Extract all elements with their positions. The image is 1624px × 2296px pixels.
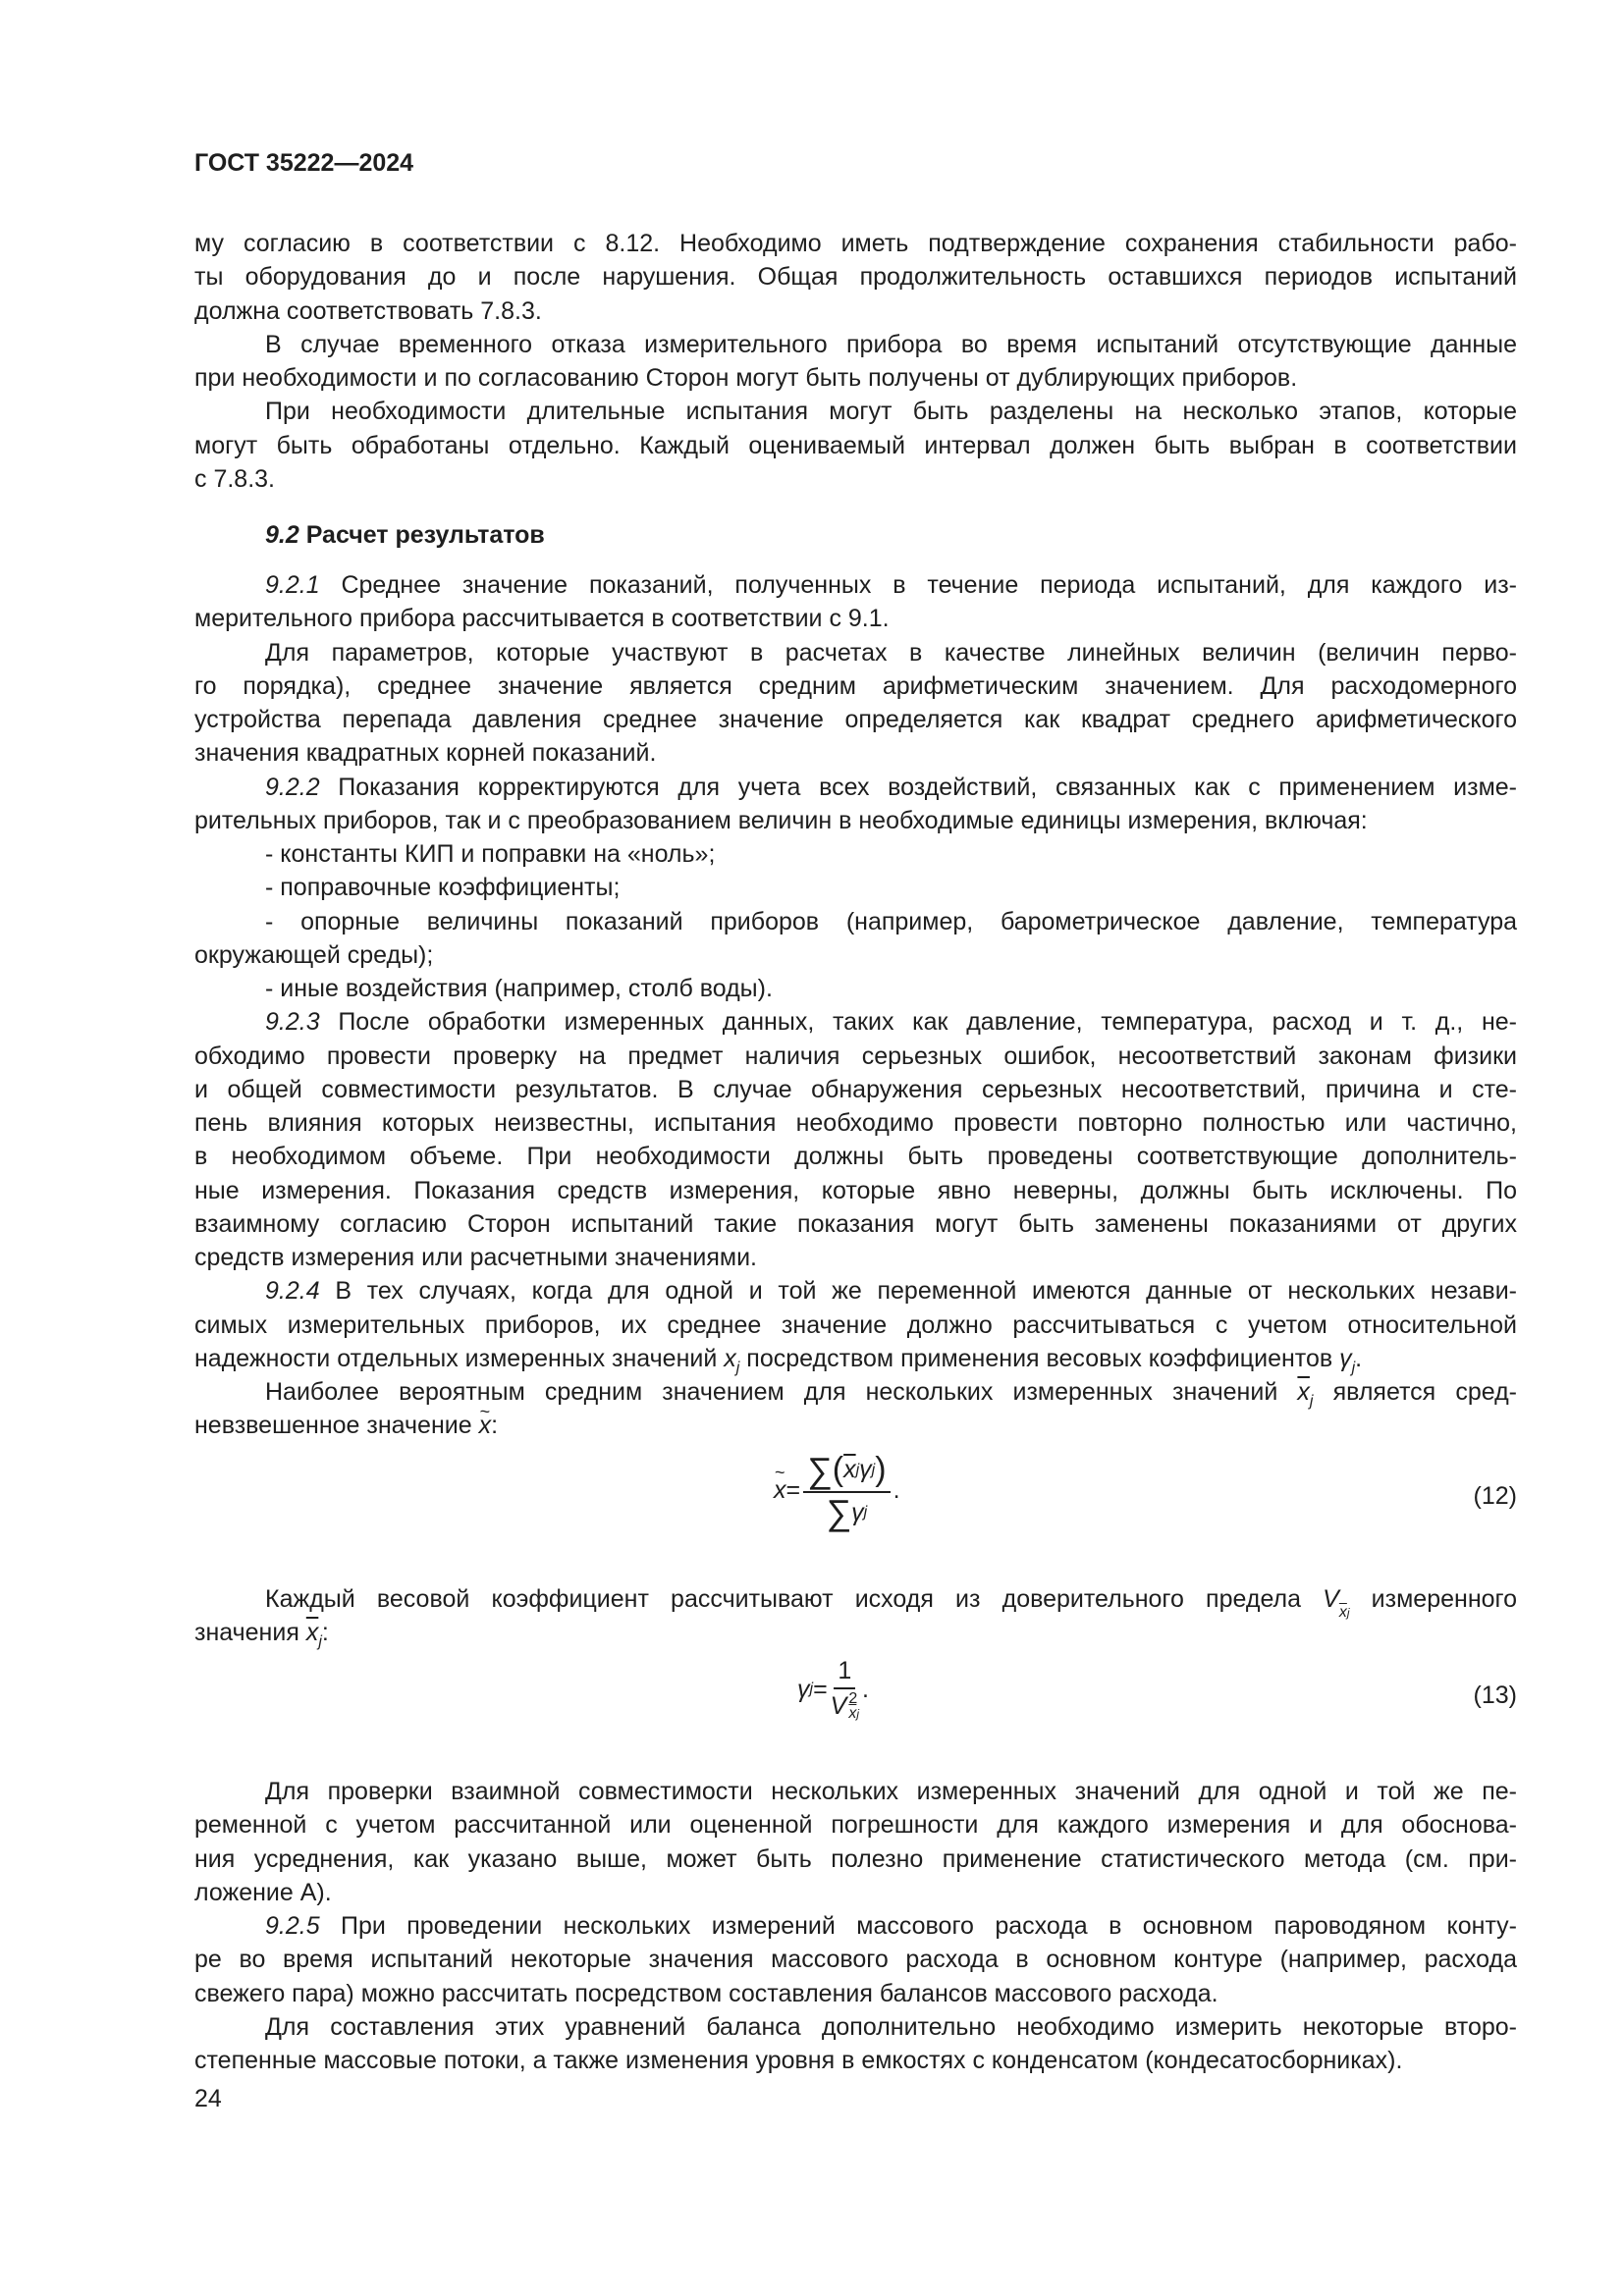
text-line: симых измерительных приборов, их среднее значение должно рассчитываться с учетом относительной — [194, 1310, 1517, 1339]
subscript — [1339, 1605, 1350, 1621]
text-segment — [194, 1619, 306, 1646]
text-line: ре во время испытаний некоторые значения массового расхода в основном контуре (например, расхода — [194, 1946, 1517, 1974]
formula-fraction: ∑ ( $\overline{x}$ j γ j ) ∑ γ j — [803, 1451, 890, 1530]
section-title: Расчет результатов — [298, 521, 545, 549]
text-segment — [320, 1912, 1517, 1940]
formula-12 — [774, 1451, 900, 1530]
segment-text: Наиболее вероятным средним значением для нескольких измеренных значений — [265, 1378, 1298, 1406]
paren: ( — [832, 1451, 844, 1488]
segment-text: γ — [1339, 1344, 1352, 1372]
text-line — [194, 1274, 1517, 1308]
formula-lhs: ~ x — [774, 1476, 786, 1505]
text-line — [194, 1375, 1517, 1409]
formula-fraction — [831, 1657, 859, 1722]
text-block-d — [194, 1775, 1517, 2077]
segment-text: значения — [194, 1619, 306, 1647]
segment-text: 9.2.4 — [265, 1277, 320, 1306]
text-segment — [320, 1008, 1517, 1036]
text-line — [194, 1342, 1517, 1375]
formula-dot: . — [862, 1675, 869, 1703]
math-symbol — [1339, 1344, 1356, 1376]
text-line: ложение А). — [194, 1878, 332, 1906]
text-segment — [265, 1585, 1323, 1613]
text-line: мерительного прибора рассчитывается в соответствии с 9.1. — [194, 605, 890, 633]
text-segment — [265, 1378, 1297, 1406]
text-segment — [194, 1345, 724, 1372]
text-line: взаимному согласию Сторон испытаний такие показания могут быть заменены показаниями от других — [194, 1209, 1517, 1238]
text-line: ния усреднения, как указано выше, может быть полезно применение статистического метода (см. при- — [194, 1844, 1517, 1873]
formula-var: $\overline{x}$ — [843, 1456, 856, 1483]
gamma: γ — [851, 1498, 864, 1526]
text-line — [194, 1005, 1517, 1039]
text-line: - поправочные коэффициенты; — [265, 874, 621, 902]
segment-text: V — [1323, 1585, 1339, 1613]
text-segment — [322, 1619, 329, 1646]
math-symbol — [305, 1619, 322, 1651]
segment-text: При проведении нескольких измерений массового расхода в основном пароводяном конту- — [319, 1912, 1517, 1940]
segment-text: невзвешенное значение — [194, 1412, 479, 1440]
subscript-var: $\overline{x}$ — [1338, 1604, 1347, 1621]
text-segment — [320, 774, 1517, 801]
clause-number — [265, 571, 320, 599]
text-segment — [491, 1412, 498, 1439]
text-line — [194, 1616, 1517, 1649]
text-segment — [1350, 1585, 1517, 1613]
text-segment — [320, 1277, 1517, 1305]
text-segment — [320, 571, 1517, 599]
math-symbol — [479, 1412, 492, 1439]
math-symbol — [724, 1344, 740, 1376]
segment-text: : — [321, 1619, 329, 1647]
text-segment — [1355, 1345, 1362, 1372]
gamma: γ — [797, 1675, 810, 1703]
segment-text: 9.2.5 — [265, 1912, 320, 1940]
numerator: 1 — [838, 1657, 852, 1684]
segment-text: 9.2.2 — [265, 773, 320, 801]
text-line: и общей совместимости результатов. В случае обнаружения серьезных несоответствий, причина и сте- — [194, 1075, 1517, 1103]
subscript: j — [735, 1359, 740, 1376]
text-line: - иные воздействия (например, столб воды). — [265, 975, 773, 1002]
text-segment — [1313, 1378, 1517, 1406]
text-line: Для проверки взаимной совместимости нескольких измеренных значений для одной и той же пе- — [265, 1778, 1517, 1805]
text-line: При необходимости длительные испытания могут быть разделены на несколько этапов, которые — [265, 398, 1517, 426]
formula-equals: = — [813, 1675, 828, 1703]
text-block-b — [194, 568, 1517, 1443]
text-line: с 7.8.3. — [194, 464, 275, 493]
segment-text: посредством применения весовых коэффициентов — [739, 1344, 1340, 1372]
text-line: значения квадратных корней показаний. — [194, 739, 657, 768]
segment-text: Каждый весовой коэффициент рассчитывают исходя из доверительного предела — [265, 1585, 1324, 1613]
segment-text: 9.2.1 — [265, 571, 320, 599]
text-block-c — [194, 1582, 1517, 1650]
segment-text: надежности отдельных измеренных значений — [194, 1344, 725, 1372]
segment-text: После обработки измеренных данных, таких как давление, температура, расход и т. д., не- — [319, 1008, 1517, 1037]
text-line: му согласию в соответствии с 8.12. Необходимо иметь подтверждение сохранения стабильности рабо- — [194, 230, 1517, 257]
text-line: свежего пара) можно рассчитать посредством составления балансов массового расхода. — [194, 1979, 1218, 2007]
text-line: могут быть обработаны отдельно. Каждый оцениваемый интервал должен быть выбран в соответствии — [194, 431, 1517, 459]
segment-text: измеренного — [1349, 1585, 1518, 1613]
text-line: го порядка), среднее значение является средним арифметическим значением. Для расходомерного — [194, 671, 1517, 700]
segment-text: $\overline{x}$ — [305, 1619, 319, 1647]
segment-text: 9.2.3 — [265, 1008, 320, 1037]
segment-text: Показания корректируются для учета всех воздействий, связанных как с применением изме- — [319, 773, 1517, 801]
superscript: 2 — [848, 1690, 858, 1707]
math-symbol — [1323, 1585, 1350, 1621]
paren: ) — [875, 1451, 887, 1488]
math-symbol — [1297, 1378, 1314, 1410]
subscript: j — [318, 1633, 322, 1651]
segment-text: . — [1355, 1344, 1363, 1372]
text-line: степенные массовые потоки, а также изменения уровня в емкостях с конденсатом (кондесатосборниках). — [194, 2047, 1403, 2074]
sum-symbol: ∑ — [826, 1492, 852, 1532]
subscript: j — [856, 1707, 860, 1721]
text-line: ные измерения. Показания средств измерения, которые явно неверны, должны быть исключены. По — [194, 1176, 1517, 1204]
clause-number — [265, 1277, 320, 1305]
page-number: 24 — [194, 2085, 222, 2112]
text-line — [194, 771, 1517, 804]
sum-symbol: ∑ — [807, 1449, 833, 1490]
text-line: В случае временного отказа измерительного прибора во время испытаний отсутствующие данные — [265, 330, 1517, 358]
text-segment — [194, 1412, 479, 1439]
text-block-a — [194, 227, 1517, 496]
segment-text: Среднее значение показаний, полученных в течение периода испытаний, для каждого из- — [319, 571, 1517, 599]
subscript: j — [1351, 1359, 1356, 1376]
clause-number — [265, 1912, 320, 1940]
equation-number-13: (13) — [1473, 1682, 1517, 1709]
formula-13: γ j = 1 V 2 $\overline{x}j$ . — [797, 1657, 869, 1722]
section-number: 9.2 — [265, 521, 299, 549]
subscript-var: $\overline{x}$ — [848, 1705, 857, 1722]
gamma: γ — [859, 1456, 872, 1483]
formula-equals: = — [785, 1476, 801, 1504]
section-heading — [194, 518, 1588, 552]
text-line: рительных приборов, так и с преобразованием величин в необходимые единицы измерения, включая: — [194, 806, 1368, 834]
text-line: в необходимом объеме. При необходимости должны быть проведены соответствующие дополнитель- — [194, 1143, 1517, 1171]
segment-text: ~ x — [479, 1409, 492, 1442]
text-line: пень влияния которых неизвестны, испытания необходимо провести повторно полностью или частично, — [194, 1109, 1517, 1137]
segment-text: В тех случаях, когда для одной и той же переменной имеются данные от нескольких незави- — [319, 1277, 1517, 1306]
text-line: - константы КИП и поправки на «ноль»; — [265, 840, 716, 868]
text-line: при необходимости и по согласованию Сторон могут быть получены от дублирующих приборов. — [194, 364, 1298, 392]
formula-var: V — [830, 1692, 847, 1720]
document-header: ГОСТ 35222—2024 — [194, 149, 414, 177]
text-line: должна соответствовать 7.8.3. — [194, 296, 542, 325]
text-line: ты оборудования до и после нарушения. Общая продолжительность оставшихся периодов испытаний — [194, 263, 1517, 292]
text-line: окружающей среды); — [194, 940, 434, 969]
subscript-index: j — [1346, 1606, 1350, 1620]
clause-number — [265, 774, 320, 801]
text-line: ременной с учетом рассчитанной или оцененной погрешности для каждого измерения и для обоснова- — [194, 1811, 1517, 1840]
text-segment — [739, 1345, 1339, 1372]
text-line — [194, 1409, 1517, 1442]
segment-text: является сред- — [1313, 1378, 1517, 1406]
text-line: - опорные величины показаний приборов (например, барометрическое давление, температура — [265, 907, 1517, 935]
equation-number-12: (12) — [1473, 1482, 1517, 1510]
segment-text: : — [491, 1412, 499, 1440]
text-line: Для параметров, которые участвуют в расчетах в качестве линейных величин (величин перво- — [265, 638, 1517, 667]
text-line: средств измерения или расчетными значениями. — [194, 1244, 757, 1271]
text-line: Для составления этих уравнений баланса дополнительно необходимо измерить некоторые второ- — [265, 2012, 1517, 2041]
clause-number — [265, 1008, 320, 1036]
text-line — [194, 1582, 1518, 1621]
text-line — [194, 568, 1517, 602]
subscript: j — [1309, 1393, 1314, 1410]
text-line — [194, 1909, 1517, 1943]
text-line: устройства перепада давления среднее значение определяется как квадрат среднего арифметического — [194, 706, 1517, 733]
formula-dot: . — [893, 1476, 900, 1504]
text-line: обходимо провести проверку на предмет наличия серьезных ошибок, несоответствий законам физики — [194, 1041, 1517, 1070]
segment-text: x — [724, 1344, 736, 1372]
segment-text: $\overline{x}$ — [1297, 1378, 1310, 1406]
